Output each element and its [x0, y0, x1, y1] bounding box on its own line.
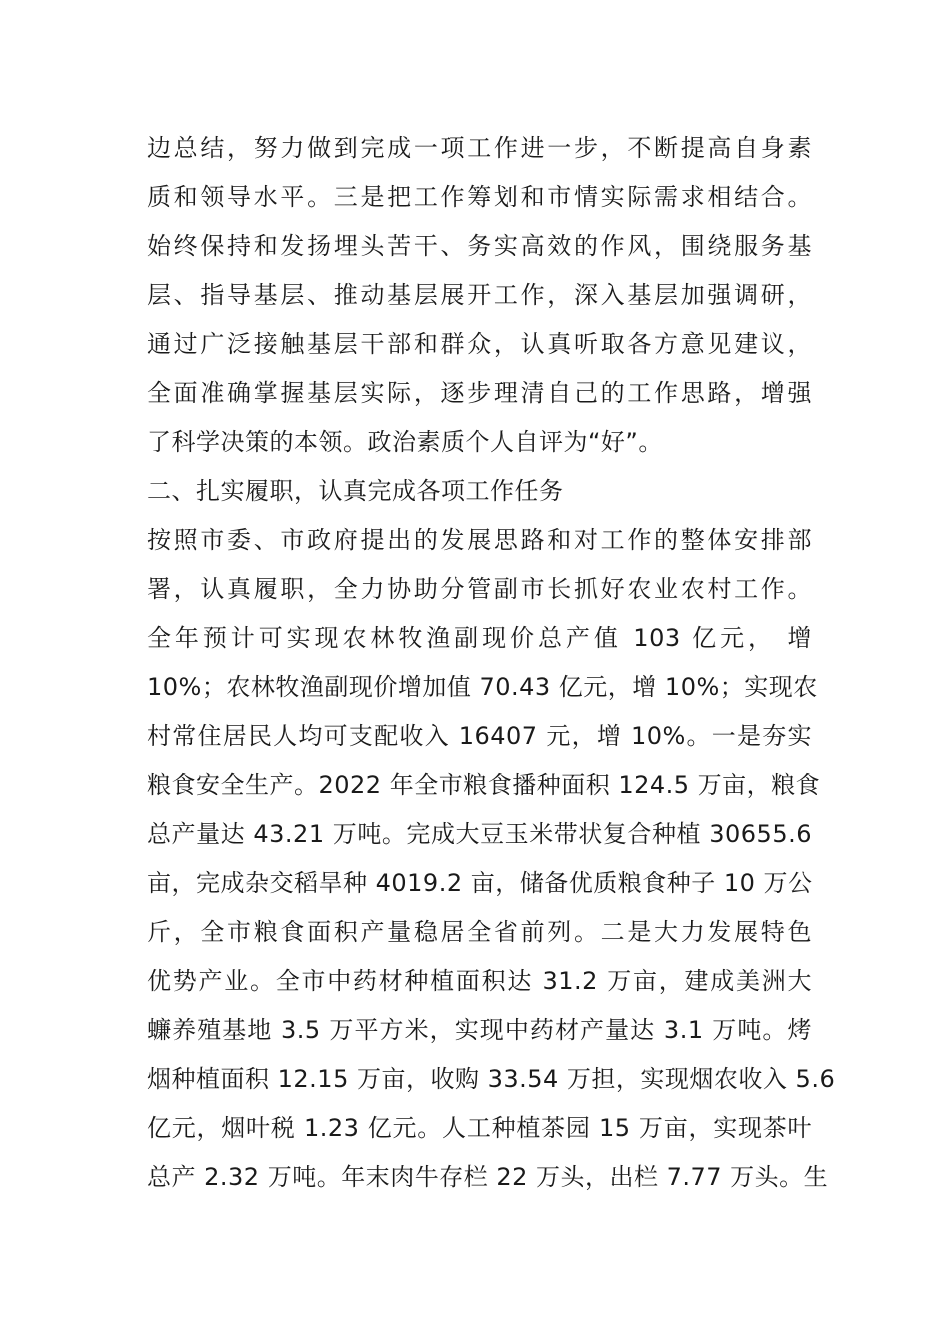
- text-line-16: 亩，完成杂交稻旱种 4019.2 亩，储备优质粮食种子 10 万公: [147, 869, 813, 897]
- text-line-11: 全年预计可实现农林牧渔副现价总产值 103 亿元， 增: [147, 624, 812, 652]
- text-line-12: 10%；农林牧渔副现价增加值 70.43 亿元，增 10%；实现农: [147, 673, 818, 701]
- text-line-10: 署，认真履职，全力协助分管副市长抓好农业农村工作。: [147, 575, 812, 603]
- text-line-20: 烟种植面积 12.15 万亩，收购 33.54 万担，实现烟农收入 5.6: [147, 1065, 836, 1093]
- text-line-7: 了科学决策的本领。政治素质个人自评为“好”。: [147, 428, 663, 456]
- body-text: [147, 124, 836, 1202]
- text-line-15: 总产量达 43.21 万吨。完成大豆玉米带状复合种植 30655.6: [147, 820, 812, 848]
- text-line-3: 始终保持和发扬埋头苦干、务实高效的作风，围绕服务基: [147, 232, 812, 260]
- text-line-5: 通过广泛接触基层干部和群众，认真听取各方意见建议，: [147, 330, 812, 358]
- text-line-14: 粮食安全生产。2022 年全市粮食播种面积 124.5 万亩，粮食: [147, 771, 821, 799]
- text-line-1: 边总结，努力做到完成一项工作进一步，不断提高自身素: [147, 134, 812, 162]
- text-line-13: 村常住居民人均可支配收入 16407 元，增 10%。一是夯实: [147, 722, 812, 750]
- text-line-17: 斤，全市粮食面积产量稳居全省前列。二是大力发展特色: [147, 918, 812, 946]
- text-line-18: 优势产业。全市中药材种植面积达 31.2 万亩，建成美洲大: [147, 967, 812, 995]
- text-line-21: 亿元，烟叶税 1.23 亿元。人工种植茶园 15 万亩，实现茶叶: [147, 1114, 812, 1142]
- text-line-6: 全面准确掌握基层实际，逐步理清自己的工作思路，增强: [147, 379, 812, 407]
- text-line-19: 蠊养殖基地 3.5 万平方米，实现中药材产量达 3.1 万吨。烤: [147, 1016, 812, 1044]
- text-line-4: 层、指导基层、推动基层展开工作，深入基层加强调研，: [147, 281, 812, 309]
- text-line-2: 质和领导水平。三是把工作筹划和市情实际需求相结合。: [147, 183, 812, 211]
- text-line-22: 总产 2.32 万吨。年末肉牛存栏 22 万头，出栏 7.77 万头。生: [147, 1163, 829, 1191]
- text-line-9: 按照市委、市政府提出的发展思路和对工作的整体安排部: [147, 526, 812, 554]
- section-heading: 二、扎实履职，认真完成各项工作任务: [147, 477, 564, 505]
